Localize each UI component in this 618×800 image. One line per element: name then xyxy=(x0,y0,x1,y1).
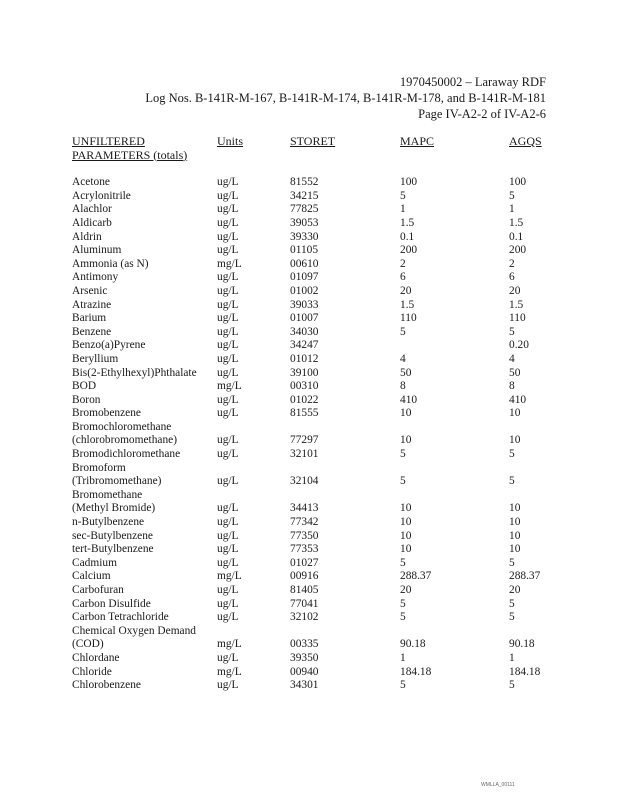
parameter-name: Antimony xyxy=(72,271,119,284)
parameter-name: Bromomethane xyxy=(72,488,143,501)
parameter-name: Acetone xyxy=(72,176,110,189)
table-row xyxy=(72,285,549,299)
storet-code xyxy=(290,462,400,476)
table-row xyxy=(72,625,549,639)
parameter-name: Benzene xyxy=(72,325,112,338)
table-row xyxy=(72,203,549,217)
storet-code: 00916 xyxy=(290,570,319,583)
parameter-name: Aldrin xyxy=(72,230,102,243)
storet-code: 77825 xyxy=(290,203,319,216)
table-row xyxy=(72,299,549,313)
table-row xyxy=(72,611,549,625)
storet-code: 39100 xyxy=(290,366,319,379)
storet-code: 77041 xyxy=(290,597,319,610)
agqs-value: 1 xyxy=(509,203,515,216)
parameter-name: Barium xyxy=(72,312,107,325)
table-body xyxy=(72,176,549,693)
agqs-value xyxy=(509,489,549,503)
agqs-value: 1.5 xyxy=(509,216,524,229)
agqs-value: 100 xyxy=(509,176,527,189)
storet-code: 01027 xyxy=(290,556,319,569)
document-header xyxy=(145,74,546,122)
mapc-value: 5 xyxy=(400,189,406,202)
agqs-value: 5 xyxy=(509,325,515,338)
facility-id-line: 1970450002 – Laraway RDF xyxy=(399,75,546,89)
mapc-value: 184.18 xyxy=(400,665,432,678)
units-cell xyxy=(217,421,290,435)
agqs-value xyxy=(509,625,549,639)
mapc-value: 90.18 xyxy=(400,638,426,651)
table-row xyxy=(72,584,549,598)
mapc-value: 1.5 xyxy=(400,216,415,229)
storet-code: 34030 xyxy=(290,325,319,338)
units-cell: ug/L xyxy=(217,529,239,542)
parameter-name: Carbofuran xyxy=(72,584,124,596)
storet-code: 00610 xyxy=(290,257,319,270)
units-cell: ug/L xyxy=(217,611,239,624)
storet-code xyxy=(290,625,400,639)
mapc-value: 20 xyxy=(400,584,412,596)
storet-code: 77297 xyxy=(290,434,319,447)
parameter-name: (COD) xyxy=(72,638,104,651)
units-cell: ug/L xyxy=(217,284,239,297)
agqs-value: 90.18 xyxy=(509,638,535,651)
parameter-name: Aluminum xyxy=(72,244,122,257)
table-row xyxy=(72,190,549,204)
agqs-value: 20 xyxy=(509,284,521,297)
agqs-value: 4 xyxy=(509,352,515,365)
agqs-value: 2 xyxy=(509,257,515,270)
mapc-column-header: MAPC xyxy=(400,134,435,148)
storet-code: 32104 xyxy=(290,475,319,488)
agqs-value: 50 xyxy=(509,366,521,379)
agqs-value: 110 xyxy=(509,312,526,325)
storet-code: 81552 xyxy=(290,176,319,189)
units-cell: ug/L xyxy=(217,271,239,284)
units-cell: ug/L xyxy=(217,230,239,243)
units-cell: ug/L xyxy=(217,543,239,556)
mapc-value: 50 xyxy=(400,366,412,379)
mapc-value: 10 xyxy=(400,407,412,420)
mapc-value: 10 xyxy=(400,529,412,542)
parameter-name: (chlorobromomethane) xyxy=(72,434,178,447)
agqs-value: 5 xyxy=(509,189,515,202)
table-row xyxy=(72,380,549,394)
parameter-name: Bis(2-Ethylhexyl)Phthalate xyxy=(72,366,197,379)
parameter-name: Chlorobenzene xyxy=(72,679,141,692)
mapc-value: 5 xyxy=(400,556,406,569)
table-row xyxy=(72,516,549,530)
agqs-value: 1 xyxy=(509,651,515,664)
bates-stamp: WMLLA_00111 xyxy=(481,782,515,788)
storet-code: 39350 xyxy=(290,651,319,664)
table-row xyxy=(72,570,549,584)
mapc-value: 20 xyxy=(400,284,412,297)
units-cell: ug/L xyxy=(217,407,239,420)
agqs-value: 10 xyxy=(509,516,521,529)
agqs-value: 184.18 xyxy=(509,665,541,678)
mapc-value: 5 xyxy=(400,475,406,488)
mapc-value: 10 xyxy=(400,502,412,515)
parameters-table xyxy=(72,135,549,693)
units-cell: ug/L xyxy=(217,203,239,216)
mapc-value xyxy=(400,421,509,435)
units-cell: ug/L xyxy=(217,189,239,202)
parameter-name: Aldicarb xyxy=(72,216,112,229)
parameter-name: Calcium xyxy=(72,570,111,583)
agqs-value: 5 xyxy=(509,556,515,569)
parameter-name: Chemical Oxygen Demand xyxy=(72,624,196,637)
units-cell xyxy=(217,625,290,639)
parameter-name: (Methyl Bromide) xyxy=(72,502,156,515)
units-cell: ug/L xyxy=(217,312,239,325)
storet-code: 00310 xyxy=(290,380,319,393)
mapc-value: 100 xyxy=(400,176,418,189)
mapc-value: 5 xyxy=(400,325,406,338)
mapc-value xyxy=(400,339,509,353)
storet-code: 34413 xyxy=(290,502,319,515)
mapc-value: 10 xyxy=(400,516,412,529)
agqs-value: 5 xyxy=(509,611,515,624)
table-row xyxy=(72,475,549,489)
parameter-name: sec-Butylbenzene xyxy=(72,529,153,542)
units-cell: ug/L xyxy=(217,244,239,257)
table-row xyxy=(72,271,549,285)
mapc-value: 8 xyxy=(400,380,406,393)
units-column-header: Units xyxy=(217,134,244,148)
units-cell: ug/L xyxy=(217,216,239,229)
agqs-value: 5 xyxy=(509,679,515,692)
units-cell: ug/L xyxy=(217,352,239,365)
storet-code: 77353 xyxy=(290,543,319,556)
log-numbers-line: Log Nos. B-141R-M-167, B-141R-M-174, B-141R-M-178, and B-141R-M-181 xyxy=(145,91,546,105)
storet-code: 34301 xyxy=(290,679,319,692)
parameter-name: Bromobenzene xyxy=(72,407,141,420)
storet-code: 00335 xyxy=(290,638,319,651)
mapc-value: 110 xyxy=(400,312,417,325)
table-row xyxy=(72,326,549,340)
table-row xyxy=(72,502,549,516)
mapc-value: 4 xyxy=(400,352,406,365)
units-cell: ug/L xyxy=(217,434,239,447)
units-cell: ug/L xyxy=(217,502,239,515)
storet-code: 32102 xyxy=(290,611,319,624)
mapc-value: 0.1 xyxy=(400,230,415,243)
parameter-name: Cadmium xyxy=(72,556,117,569)
agqs-value: 10 xyxy=(509,434,521,447)
mapc-value: 10 xyxy=(400,434,412,447)
storet-code: 77342 xyxy=(290,516,319,529)
mapc-value: 10 xyxy=(400,543,412,556)
agqs-value: 0.20 xyxy=(509,339,529,352)
table-row xyxy=(72,312,549,326)
mapc-value: 200 xyxy=(400,244,418,257)
units-cell: ug/L xyxy=(217,393,239,406)
table-row xyxy=(72,448,549,462)
units-cell: ug/L xyxy=(217,325,239,338)
mapc-value: 5 xyxy=(400,448,406,461)
mapc-value xyxy=(400,489,509,503)
agqs-value: 1.5 xyxy=(509,298,524,311)
page-number-line: Page IV-A2-2 of IV-A2-6 xyxy=(418,107,546,121)
parameter-name: Benzo(a)Pyrene xyxy=(72,339,146,352)
parameter-name: Alachlor xyxy=(72,203,112,216)
units-cell: ug/L xyxy=(217,448,239,461)
agqs-value: 10 xyxy=(509,529,521,542)
agqs-value: 410 xyxy=(509,393,527,406)
agqs-value: 5 xyxy=(509,475,515,488)
mapc-value xyxy=(400,625,509,639)
storet-code: 77350 xyxy=(290,529,319,542)
storet-code: 39033 xyxy=(290,298,319,311)
table-row xyxy=(72,666,549,680)
table-row xyxy=(72,407,549,421)
storet-code: 34247 xyxy=(290,339,319,352)
agqs-value: 5 xyxy=(509,597,515,610)
storet-code: 01105 xyxy=(290,244,319,257)
mapc-value: 6 xyxy=(400,271,406,284)
mapc-value: 5 xyxy=(400,597,406,610)
table-row xyxy=(72,367,549,381)
mapc-value: 1 xyxy=(400,203,406,216)
mapc-value: 5 xyxy=(400,611,406,624)
table-row xyxy=(72,652,549,666)
storet-code: 32101 xyxy=(290,448,319,461)
parameter-name: Atrazine xyxy=(72,298,112,311)
units-cell: ug/L xyxy=(217,556,239,569)
parameter-name: Carbon Tetrachloride xyxy=(72,611,169,624)
storet-code: 00940 xyxy=(290,665,319,678)
units-cell: ug/L xyxy=(217,475,239,488)
parameter-name: Bromodichloromethane xyxy=(72,448,181,461)
units-cell: ug/L xyxy=(217,584,239,596)
table-header-row xyxy=(72,135,549,149)
parameter-column-header-line1: UNFILTERED xyxy=(72,134,145,148)
table-row xyxy=(72,557,549,571)
storet-code: 81555 xyxy=(290,407,319,420)
units-cell: ug/L xyxy=(217,597,239,610)
table-row xyxy=(72,217,549,231)
storet-code: 01097 xyxy=(290,271,319,284)
parameter-name: Acrylonitrile xyxy=(72,189,131,202)
table-row xyxy=(72,176,549,190)
parameter-name: Chloride xyxy=(72,665,112,678)
parameter-name: Carbon Disulfide xyxy=(72,597,151,610)
storet-column-header: STORET xyxy=(290,134,336,148)
units-cell: ug/L xyxy=(217,339,239,352)
storet-code xyxy=(290,421,400,435)
agqs-value xyxy=(509,462,549,476)
table-row xyxy=(72,638,549,652)
table-row xyxy=(72,530,549,544)
table-row xyxy=(72,231,549,245)
units-cell xyxy=(217,462,290,476)
table-row xyxy=(72,421,549,435)
mapc-value: 2 xyxy=(400,257,406,270)
units-cell: mg/L xyxy=(217,570,242,583)
agqs-value: 20 xyxy=(509,584,521,596)
table-row xyxy=(72,679,549,693)
agqs-value: 8 xyxy=(509,380,515,393)
storet-code: 01007 xyxy=(290,312,319,325)
units-cell xyxy=(217,489,290,503)
parameter-name: Bromochloromethane xyxy=(72,420,172,433)
parameter-name: Bromoform xyxy=(72,461,126,474)
mapc-value: 1 xyxy=(400,651,406,664)
agqs-value: 10 xyxy=(509,407,521,420)
storet-code xyxy=(290,489,400,503)
agqs-value: 288.37 xyxy=(509,570,541,583)
mapc-value: 1.5 xyxy=(400,298,415,311)
agqs-value xyxy=(509,421,549,435)
agqs-column-header: AGQS xyxy=(509,134,542,148)
table-row xyxy=(72,598,549,612)
units-cell: mg/L xyxy=(217,380,242,393)
agqs-value: 200 xyxy=(509,244,527,257)
agqs-value: 6 xyxy=(509,271,515,284)
parameter-column-header-line2: PARAMETERS (totals) xyxy=(72,147,188,162)
units-cell: ug/L xyxy=(217,176,239,189)
units-cell: ug/L xyxy=(217,679,239,692)
units-cell: mg/L xyxy=(217,257,242,270)
parameter-name: Ammonia (as N) xyxy=(72,257,149,270)
storet-code: 01012 xyxy=(290,352,319,365)
table-row xyxy=(72,353,549,367)
table-row xyxy=(72,244,549,258)
storet-code: 01002 xyxy=(290,284,319,297)
units-cell: ug/L xyxy=(217,651,239,664)
parameter-name: (Tribromomethane) xyxy=(72,475,162,488)
units-cell: ug/L xyxy=(217,366,239,379)
table-row xyxy=(72,339,549,353)
storet-code: 34215 xyxy=(290,189,319,202)
table-row xyxy=(72,258,549,272)
parameter-name: BOD xyxy=(72,380,97,393)
storet-code: 39330 xyxy=(290,230,319,243)
mapc-value: 5 xyxy=(400,679,406,692)
parameter-name: Chlordane xyxy=(72,651,120,664)
table-row xyxy=(72,489,549,503)
parameter-name: tert-Butylbenzene xyxy=(72,543,154,556)
mapc-value: 410 xyxy=(400,393,418,406)
parameter-name: Boron xyxy=(72,393,101,406)
parameter-name: n-Butylbenzene xyxy=(72,516,145,529)
agqs-value: 0.1 xyxy=(509,230,524,243)
table-header-row xyxy=(72,149,549,163)
agqs-value: 10 xyxy=(509,502,521,515)
units-cell: mg/L xyxy=(217,665,242,678)
agqs-value: 5 xyxy=(509,448,515,461)
mapc-value: 288.37 xyxy=(400,570,432,583)
table-row xyxy=(72,462,549,476)
agqs-value: 10 xyxy=(509,543,521,556)
storet-code: 01022 xyxy=(290,393,319,406)
storet-code: 81405 xyxy=(290,584,319,596)
storet-code: 39053 xyxy=(290,216,319,229)
table-row xyxy=(72,394,549,408)
units-cell: ug/L xyxy=(217,298,239,311)
mapc-value xyxy=(400,462,509,476)
units-cell: mg/L xyxy=(217,638,242,651)
table-row xyxy=(72,434,549,448)
parameter-name: Arsenic xyxy=(72,284,108,297)
units-cell: ug/L xyxy=(217,516,239,529)
table-row xyxy=(72,543,549,557)
parameter-name: Beryllium xyxy=(72,352,119,365)
